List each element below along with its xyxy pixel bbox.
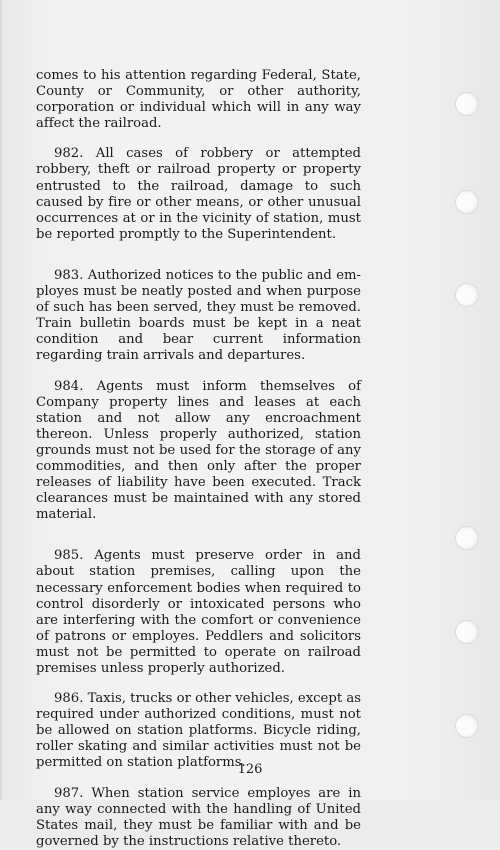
binder-hole — [455, 714, 479, 738]
rule-987: 987. When station service employes are in any way connected with the handling of United States mail, they must be familiar with and be governed by the instructions relative thereto. — [36, 785, 361, 849]
binder-hole — [455, 620, 479, 644]
binder-hole — [455, 526, 479, 550]
rule-982: 982. All cases of robbery or attempted robbery, theft or railroad property or property entrusted to the railroad, damage to such caused by fire or other means, or other unusual occurrences at or in the vicinity of station, must be reported promptly to the Superintendent. — [36, 146, 361, 242]
rule-984: 984. Agents must inform themselves of Company property lines and leases at each station and not allow any encroachment thereon. Unless properly authorized, station grounds must not be used for the storage of any commodities, and then only after the proper releases of liability have been executed. Track clearances must be maintained with any stored material. — [36, 378, 361, 523]
binder-hole — [455, 283, 479, 307]
page-edge-shadow — [0, 0, 3, 800]
binder-hole — [455, 190, 479, 214]
continued-paragraph: comes to his attention regarding Federal, State, County or Community, or other authority, corporation or individual which will in any way affect the railroad. — [36, 68, 361, 132]
rules-text-column — [36, 68, 361, 850]
page-number: 126 — [237, 762, 263, 777]
rule-983: 983. Authorized notices to the public and employes must be neatly posted and when purpose of such has been served, they must be removed. Train bulletin boards must be kept in a neat condition and bear current information regarding train arrivals and departures. — [36, 267, 361, 364]
rule-985: 985. Agents must preserve order in and about station premises, calling upon the necessary enforcement bodies when required to control disorderly or intoxicated persons who are interfering with the comfort or convenience of patrons or employes. Peddlers and solicitors must not be permitted to operate on railroad premises unless properly authorized. — [36, 548, 361, 676]
rule-986: 986. Taxis, trucks or other vehicles, except as required under authorized conditions, must not be allowed on station platforms. Bicycle riding, roller skating and similar activities must not be permitted on station platforms. — [36, 691, 361, 771]
binder-hole — [455, 92, 479, 116]
